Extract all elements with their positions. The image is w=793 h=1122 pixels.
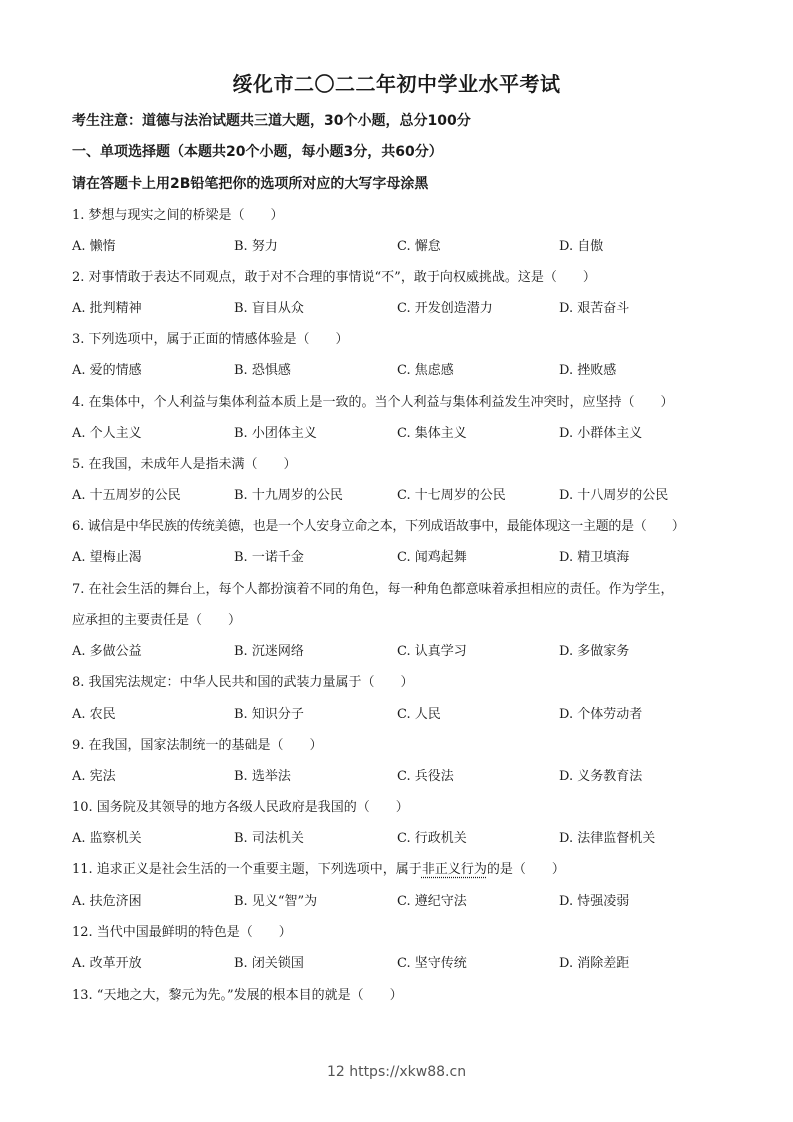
option-d: D. 自傲 [559,239,604,254]
question-13-stem: 13. “天地之大，黎元为先。”发展的根本目的就是（ ） [72,988,403,1003]
option-b: B. 闭关锁国 [234,956,304,971]
option-d: D. 消除差距 [559,956,630,971]
option-c: C. 遵纪守法 [397,894,467,909]
exam-notice: 考生注意：道德与法治试题共三道大题，30个小题，总分100分 [72,113,471,129]
option-a: A. 多做公益 [72,644,142,659]
option-d: D. 恃强凌弱 [559,894,630,909]
emphasized-text: 非正义行为 [421,862,487,877]
option-d: D. 十八周岁的公民 [559,488,669,503]
option-b: B. 见义“智”为 [234,894,318,909]
question-2-options [72,297,732,315]
option-c: C. 坚守传统 [397,956,467,971]
option-d: D. 艰苦奋斗 [559,301,630,316]
option-a: A. 十五周岁的公民 [72,488,181,503]
option-c: C. 开发创造潜力 [397,301,493,316]
question-3-options [72,359,732,377]
question-6-options [72,546,732,564]
option-a: A. 宪法 [72,769,116,784]
option-c: C. 兵役法 [397,769,454,784]
option-b: B. 恐惧感 [234,363,291,378]
option-a: A. 个人主义 [72,426,142,441]
exam-title: 绥化市二〇二二年初中学业水平考试 [232,72,561,96]
option-b: B. 一诺千金 [234,550,304,565]
question-4-stem: 4. 在集体中，个人利益与集体利益本质上是一致的。当个人利益与集体利益发生冲突时，应坚持（ ） [72,395,674,410]
option-d: D. 义务教育法 [559,769,643,784]
question-10-options [72,827,732,845]
option-a: A. 爱的情感 [72,363,142,378]
question-6-stem: 6. 诚信是中华民族的传统美德，也是一个人安身立命之本，下列成语故事中，最能体现这一主题的是（ ） [72,519,685,534]
option-a: A. 改革开放 [72,956,142,971]
option-c: C. 十七周岁的公民 [397,488,506,503]
question-8-stem: 8. 我国宪法规定：中华人民共和国的武装力量属于（ ） [72,675,414,690]
question-10-stem: 10. 国务院及其领导的地方各级人民政府是我国的（ ） [72,800,409,815]
option-b: B. 小团体主义 [234,426,317,441]
option-c: C. 认真学习 [397,644,467,659]
option-b: B. 司法机关 [234,831,304,846]
option-a: A. 监察机关 [72,831,142,846]
answer-instruction: 请在答题卡上用2B铅笔把你的选项所对应的大写字母涂黑 [72,176,429,192]
question-11-options [72,890,732,908]
question-4-options [72,422,732,440]
option-b: B. 选举法 [234,769,291,784]
option-d: D. 个体劳动者 [559,707,643,722]
question-7-stem: 7. 在社会生活的舞台上，每个人都扮演着不同的角色，每一种角色都意味着承担相应的责任。作为学生， [72,582,674,597]
option-c: C. 懈怠 [397,239,441,254]
option-d: D. 多做家务 [559,644,630,659]
question-5-options [72,484,732,502]
question-9-options [72,765,732,783]
option-a: A. 望梅止渴 [72,550,142,565]
question-1-options [72,235,732,253]
option-b: B. 盲目从众 [234,301,304,316]
option-c: C. 焦虑感 [397,363,454,378]
question-9-stem: 9. 在我国，国家法制统一的基础是（ ） [72,738,323,753]
option-d: D. 小群体主义 [559,426,643,441]
option-d: D. 法律监督机关 [559,831,656,846]
question-7-stem-continued: 应承担的主要责任是（ ） [72,613,242,628]
section-heading: 一、单项选择题（本题共20个小题，每小题3分，共60分） [72,144,443,160]
question-11-stem [72,858,565,877]
question-12-stem: 12. 当代中国最鲜明的特色是（ ） [72,925,292,940]
option-c: C. 人民 [397,707,441,722]
question-12-options [72,952,732,970]
question-7-options [72,640,732,658]
option-a: A. 扶危济困 [72,894,142,909]
option-d: D. 精卫填海 [559,550,630,565]
stem-suffix: 的是（ ） [486,862,565,877]
option-c: C. 行政机关 [397,831,467,846]
question-8-options [72,703,732,721]
option-a: A. 批判精神 [72,301,142,316]
option-d: D. 挫败感 [559,363,617,378]
option-a: A. 农民 [72,707,116,722]
option-a: A. 懒惰 [72,239,116,254]
option-c: C. 闻鸡起舞 [397,550,467,565]
option-c: C. 集体主义 [397,426,467,441]
option-b: B. 十九周岁的公民 [234,488,343,503]
option-b: B. 沉迷网络 [234,644,304,659]
option-b: B. 努力 [234,239,278,254]
page-footer: 12 https://xkw88.cn [326,1064,467,1080]
question-2-stem: 2. 对事情敢于表达不同观点，敢于对不合理的事情说“不”，敢于向权威挑战。这是（ ） [72,270,596,285]
option-b: B. 知识分子 [234,707,304,722]
question-3-stem: 3. 下列选项中，属于正面的情感体验是（ ） [72,332,349,347]
question-5-stem: 5. 在我国，未成年人是指未满（ ） [72,457,297,472]
stem-prefix: 11. 追求正义是社会生活的一个重要主题，下列选项中，属于 [72,862,422,877]
question-1-stem: 1. 梦想与现实之间的桥梁是（ ） [72,208,284,223]
